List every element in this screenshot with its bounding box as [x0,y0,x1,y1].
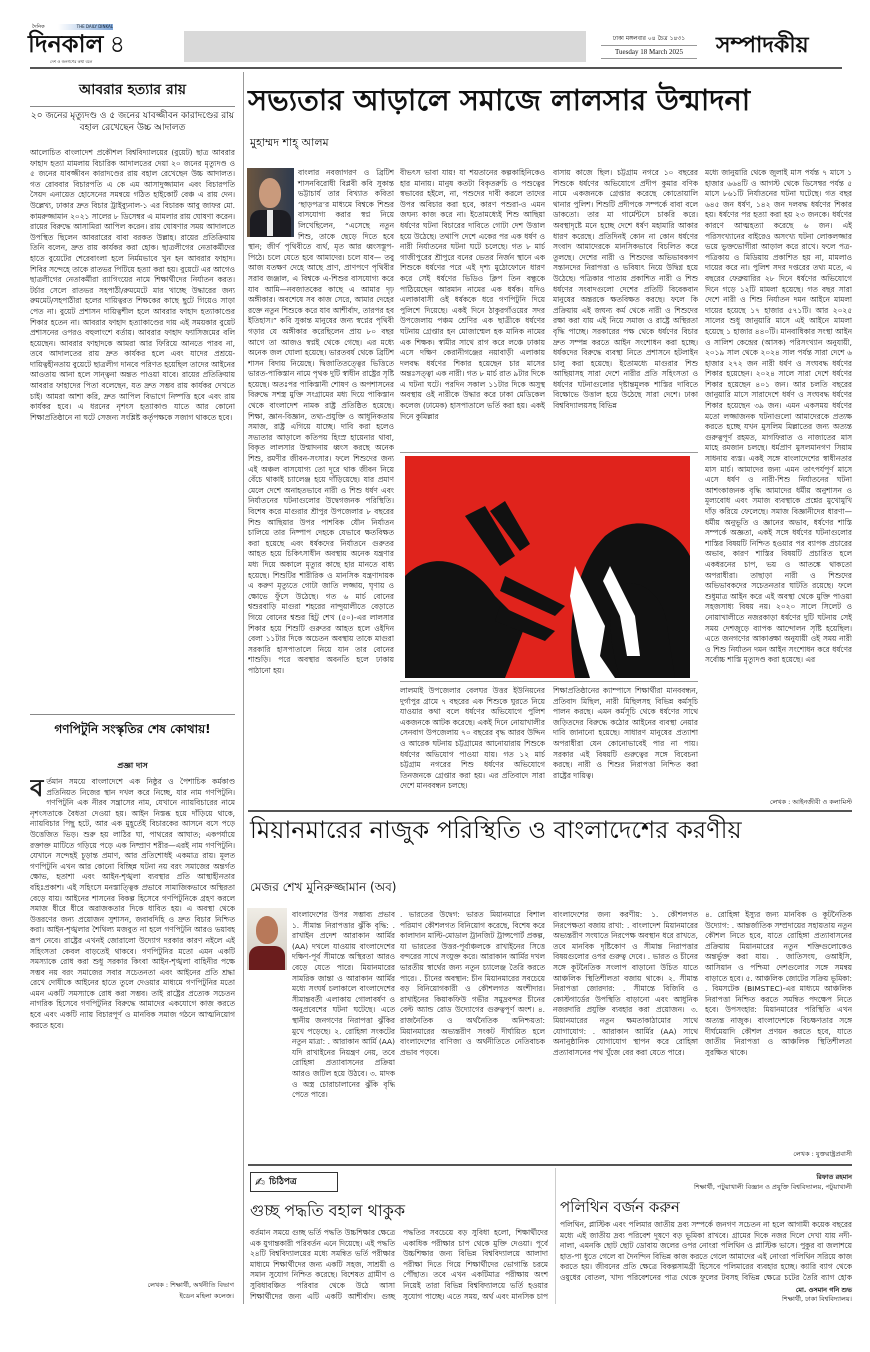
editorial-title: আবরার হত্যার রায় [78,82,187,98]
date-bengali: ঢাকা মঙ্গলবার ০৪ চৈত্র ১৪৩১ [612,35,686,42]
article2-column-1: বাংলাদেশের উপর সম্ভাব্য প্রভাব ১. সীমান্ত নিরাপত্তার ঝুঁকি বৃদ্ধি: . রাখাইন প্রদেশ আরাকান আর্মির (AA) দখলে যাওয়ায় বাংলাদেশের দক্ষিণ-পূর্ব সীমান্তে অস্থিরতা আরও বেড়ে যেতে পারে। মিয়ানমারের সামরিক জান্তা ও আরাকান আর্মির মধ্যে সংঘর্ষ চলাকালে বাংলাদেশের সীমান্তবর্তী এলাকায় গোলাবর্ষণ ও অনুপ্রবেশের ঘটনা ঘটেছে। এতে স্থানীয় জনগণের নিরাপত্তা ঝুঁকির মুখে পড়েছে। ২. রোহিঙ্গা সংকটের নতুন মাত্রা: . আরাকান আর্মি (AA) যদি রাখাইনের নিয়ন্ত্রণ নেয়, তবে রোহিঙ্গা প্রত্যাবাসনের প্রক্রিয়া আরও জটিল হয়ে উঠবে। ৩. মাদক ও অস্ত্র চোরাচালানের ঝুঁকি বৃদ্ধি পেতে পারে। [292,910,395,1100]
op-ed-credit-2: ইডেন মহিলা কলেজ। [179,1292,234,1300]
header-rule [30,67,842,69]
op-ed-author: প্রজ্ঞা দাস [117,761,148,770]
article-column-1-wrapper [248,168,394,838]
letter1-signature [560,1172,852,1192]
masthead-logo: দিনকাল [28,29,104,58]
article-byline: মুহাম্মদ শাহ্ আলম [250,136,329,149]
article-column-3-continued: শিক্ষাপ্রতিষ্ঠানের ক্যাম্পাসে শিক্ষার্থীরা মানববন্ধন, প্রতিবাদ মিছিল, নারী মিছিলসহ বিভিন্ন কর্মসূচি পালন করছে। এমন কর্মসূচি থেকে ধর্ষণের সাথে জড়িতদের বিরুদ্ধে কঠোর আইনের ব্যবস্থা নেয়ার দাবি জানানো হয়েছে। সাধারণ মানুষের প্রত্যাশা অপরাধীরা যেন কোনোভাবেই পার না পায়। সরকার এই বিষয়টি গুরুত্বের সঙ্গে বিবেচনা করছে। নারী ও শিশুর নিরাপত্তা নিশ্চিত করা রাষ্ট্রের দায়িত্ব। [553,686,698,780]
masthead-small: দৈনিক [32,24,45,30]
op-ed-title: গণপিটুনি সংস্কৃতির শেষ কোথায়! [54,722,211,736]
article-credit: লেখক : আইনজীবী ও কলামিস্ট [769,798,852,806]
letter2-affiliation: শিক্ষার্থী, ঢাকা বিশ্ববিদ্যালয়। [782,1295,852,1303]
article2-column-3: বাংলাদেশের জন্য করণীয়: ১. কৌশলগত নিরপেক্ষতা বজায় রাখা: . বাংলাদেশ মিয়ানমারের অভ্যন্তরীণ সংঘাতে নিরপেক্ষ অবস্থান ধরে রাখতে, তবে মানবিক দৃষ্টিকোণ ও সীমান্ত নিরাপত্তার বিষয়গুলোর ওপর গুরুত্ব দেবে। . ভারত ও চীনের সঙ্গে কূটনৈতিক সংলাপ বাড়ানো উচিত যাতে আঞ্চলিক স্থিতিশীলতা বজায় থাকে। ২. সীমান্ত নিরাপত্তা জোরদার: . সীমান্তে বিজিবি ও কোস্টগার্ডের উপস্থিতি বাড়ানো এবং আধুনিক নজরদারি প্রযুক্তি ব্যবহার করা প্রয়োজন। ৩. মিয়ানমারের নতুন ক্ষমতাকাঠামোর সাথে যোগাযোগ: . আরাকান আর্মির (AA) সাথে অনানুষ্ঠানিক যোগাযোগ স্থাপন করে রোহিঙ্গা প্রত্যাবাসনের পথ খুঁজে বের করা যেতে পারে। [553,910,698,1057]
op-ed-body: র্তমান সময়ে বাংলাদেশে এক নিষ্ঠুর ও পৈশাচিক কর্মকাণ্ড প্রতিনিয়ত নিজের স্থান দখল করে নিচ্ছে, যার নাম গণপিটুনি। গণপিটুনি এক নীরব সন্ত্রাসের নাম, যেখানে ন্যায়বিচারের নামে নৃশংসতাকে বৈধতা দেওয়া হয়। আইন নিস্তব্ধ হয়ে দাঁড়িয়ে থাকে, ন্যায়বিচার পিছু হটে, আর এক মুহূর্তেই বিচারকের আসনে বসে পড়ে উত্তেজিত ভিড়। শুরু হয় লাঠির ঘা, পাথরের আঘাত; একপর্যায়ে রক্তাক্ত মাটিতে গড়িয়ে পড়ে এক নিষ্প্রাণ শরীর—এরই নাম গণপিটুনি। যেখানে সন্দেহই চূড়ান্ত প্রমাণ, আর প্রতিশোধই একমাত্র রায়। মূলত গণপিটুনি এখন আর কোনো বিচ্ছিন্ন ঘটনা নয় বরং সমাজের অন্তর্গত ক্ষোভ, হতাশা এবং আইন-শৃঙ্খলা ব্যবস্থার প্রতি আস্থাহীনতার বহিঃপ্রকাশ। এই সহিংসে মনস্তাত্ত্বিক প্রভাবে সামাজিকভাবে অস্থিরতা বেড়ে যায়। আইনের শাসনের বিকল্প হিসেবে গণপিটুনিকে গ্রহণ করলে সমাজ ধীরে ধীরে অরাজকতার দিকে ধাবিত হয়। এ অবস্থা থেকে উত্তরণের জন্য প্রয়োজন সুশাসন, জবাবদিহি ও দ্রুত বিচার নিশ্চিত করা। আইন-শৃঙ্খলার শৈথিল্য মজবুত না হলে গণপিটুনি আরও ভয়াবহ রূপ নেবে। রাষ্ট্রের এখনই জোরালো উদ্যোগ দরকার কারণ নইলে এই সহিংসতা কেবল বাড়তেই থাকবে। গণপিটুনির মতো এমন একটি সমস্যাকে রোধ করা শুধু সরকার কিংবা আইন-শৃঙ্খলা বাহিনীর পক্ষে সম্ভব নয় বরং সমাজের সবার সচেতনতা এবং আইনের প্রতি শ্রদ্ধা রেখে দোষীকে আইনের হাতে তুলে দেওয়ার মাধ্যমে গণপিটুনির মতো এমন একটি সমস্যাকে রোধ করা সম্ভব। তাই রাষ্ট্রের প্রত্যেক সচেতন নাগরিক হিসেবে গণপিটুনির বিরুদ্ধে আমাদের একযোগে কাজ করতে হবে এবং একটি ন্যায় বিচারপূর্ণ ও মানবিক সমাজ গঠনে আত্মনিয়োগ করতে হবে। [30,777,235,1030]
article-column-2: বীভৎস ভাবা যায়! যা শয়তানের কল্পকাহিনিকেও হার মানায়। মানুষ কতটা বিকৃতরুচি ও পশুত্বের স্বভাবের হইলে, না, পশুদের দাবী করলে তাদের উপর অবিচার করা হবে, কারণ পশুরা-ও এমন জঘন্য কাজ করে না। ইতোমধ্যেই শিশু আছিয়া ধর্ষণের ঘটনা বিচারের দাবিতে গোটা দেশ উত্তাল হয়ে উঠেছে। তথাপি দেশে একের পর এক ধর্ষণ ও নারী নির্যাতনের ঘটনা ঘটে চলেছে। গত ৮ মার্চ গাজীপুরের শ্রীপুরে বনের ভেতর নির্জন স্থানে এক শিশুকে ধর্ষণের পরে এই দৃশ্য মুঠোফোনে ধারণ করে সেই ধর্ষণের ভিডিও ক্লিপ তিন বন্ধুকে পাঠিয়েছেন আরমান নামের এক ধর্ষক। যদিও এলাকাবাসী ওই ধর্ষককে ধরে গণপিটুনি দিয়ে পুলিশে দিয়েছে। একই দিনে ঠাকুরগাঁওয়ের সদর উপজেলায় পঞ্চম শ্রেণির এক ছাত্রীকে ধর্ষণের ঘটনায় গ্রেপ্তার হন মোজাম্মেল হক মানিক নামের এক শিক্ষক। স্বামীর সাথে রাগ করে লঞ্চে ঢাকায় এসে দক্ষিণ কেরানীগঞ্জের নয়াবাড়ী এলাকায় দলবদ্ধ ধর্ষণের শিকার হয়েছেন চার মাসের অন্তঃসত্ত্বা এক নারী। গত ৮ মার্চ রাত ৯টার দিকে এ ঘটনা ঘটে। পরদিন সকাল ১১টার দিকে অসুস্থ অবস্থায় ওই নারীকে উদ্ধার করে ঢাকা মেডিকেল কলেজ (ঢামেক) হাসপাতালে ভর্তি করা হয়। একই দিনে কুমিল্লার [400,168,545,421]
article-illustration [405,456,690,678]
column-divider [243,72,244,1304]
masthead [28,24,208,66]
article-headline: সভ্যতার আড়ালে সমাজে লালসার উন্মাদনা [248,83,751,117]
editorial-body: আলোচিত বাংলাদেশ প্রকৌশল বিশ্ববিদ্যালয়ের (বুয়েট) ছাত্র আবরার ফাহাদ হত্যা মামলায় বিচারিক আদালতের দেয়া ২০ জনের মৃত্যুদণ্ড ও ৫ জনের যাবজ্জীবন কারাদণ্ডের রায় বহাল রেখেছেন উচ্চ আদালত। গত রোববার বিচারপতি এ কে এম আসাদুজ্জামান এবং বিচারপতি সৈয়দ এনায়েত হোসেনের সমন্বয়ে গঠিত হাইকোর্ট বেঞ্চ এ রায় দেন। উল্লেখ্য, ঢাকার দ্রুত বিচার ট্রাইব্যুনাল-১ এর বিচারক আবু জাফর মো. কামরুজ্জামান ২০২১ সালের ৮ ডিসেম্বর এ মামলার রায় ঘোষণা করেন। রায়ের বিরুদ্ধে আসামিরা আপিল করেন। রায় ঘোষণার সময় আদালতে উপস্থিত ছিলেন আবরারের বাবা বরকত উল্লাহ। রায়ের প্রতিক্রিয়ায় তিনি বলেন, দ্রুত রায় কার্যকর করা হোক। ছাত্রলীগের নেতাকর্মীদের হাতে বুয়েটের শেরেবাংলা হলে নির্মমভাবে খুন হন আবরার ফাহাদ। শিবির সন্দেহে তাকে রাতভর পিটিয়ে হত্যা করা হয়। বুয়েটে এর আগেও ছাত্রলীগের নেতাকর্মীরা র‍্যাগিংয়ের নামে শিক্ষার্থীদের নির্যাতন করত। টর্চার সেলে রাতভর সহপাঠী/রুমমেটে মার খাচ্ছে উদ্ধারের জন্য রুমমেট/সহপাঠীরা হলের দায়িত্বরত শিক্ষকের কাছে ছুটে গিয়েও সাড়া পেত না। বুয়েট প্রশাসন দায়িত্বশীল হলে আবরার ফাহাদ হত্যাকাণ্ডের শিকার হতেন না। আবরার ফাহাদ হত্যাকাণ্ডের দায় এই সময়কার বুয়েট প্রশাসনের ওপরও বহুলাংশে বর্তায়। আবরার ফাহাদ ফ্যাসিজমের বলি হয়েছেন। আবরার ফাহাদকে আমরা আর ফিরিয়ে আনতে পারব না, তবে আদালতের রায় দ্রুত কার্যকর হলে এবং যাদের প্রশ্রয়ে-দায়িত্বহীনতায় বুয়েটে ছাত্রলীগ দানবে পরিণত হয়েছিল তাদের আইনের আওতায় আনা হলে সান্ত্বনা অন্তত পাওয়া যাবে। রায়ের প্রতিক্রিয়ায় আবরার ফাহাদের পিতা বলেছেন, যত দ্রুত সম্ভব রায় কার্যকর দেখতে চাই। আমরা আশা করি, দ্রুত আপিল বিভাগে নিষ্পত্তি হবে এবং রায় কার্যকর হবে। এ ধরনের নৃশংস হত্যাকাণ্ড যাতে আর কোনো শিক্ষাপ্রতিষ্ঠানে না ঘটে সেজন্য সংশ্লিষ্ট কর্তৃপক্ষকে সজাগ থাকতে হবে। [30,148,235,422]
page-number: ৪ [109,30,126,58]
letter2-signature [782,1286,852,1304]
letter1-title: গুচ্ছ পদ্ধতি বহাল থাকুক [250,1201,406,1220]
letters-section-label [250,1172,338,1192]
masthead-en: THE DAILY DINKAL [58,24,113,30]
letter1-signer: রিফাত রহমান [816,1173,852,1181]
op-ed-body-wrapper [30,777,235,1275]
drop-cap: ব [30,777,44,802]
letter1-affiliation: শিক্ষার্থী, পটুয়াখালী বিজ্ঞান ও প্রযুক্তি বিশ্ববিদ্যালয়, পটুয়াখালী [693,1183,852,1191]
article2-column-2: . ভারতের উদ্বেগ: ভারত মিয়ানমারে বিশাল পরিমাণ কৌশলগত বিনিয়োগ করেছে, বিশেষ করে কালাদান মাল্টি-মোডাল ট্রানজিট ট্রান্সপোর্ট প্রকল্প, যা ভারতের উত্তর-পূর্বাঞ্চলকে রাখাইনের সিত্তে বন্দরের সাথে সংযুক্ত করে। আরাকান আর্মির দখল ভারতীয় স্বার্থের জন্য নতুন চ্যালেঞ্জ তৈরি করতে পারে। . চীনের অবস্থান: চীন মিয়ানমারের সবচেয়ে বড় বিনিয়োগকারী ও কৌশলগত অংশীদার। রাখাইনের কিয়াকফিউ গভীর সমুদ্রবন্দর চীনের বেল্ট অ্যান্ড রোড উদ্যোগের গুরুত্বপূর্ণ অংশ। ৪. রাজনৈতিক ও অর্থনৈতিক অনিশ্চয়তা: মিয়ানমারের অভ্যন্তরীণ সংকট দীর্ঘায়িত হলে বাংলাদেশের বাণিজ্য ও অর্থনীতিতে নেতিবাচক প্রভাব পড়বে। [400,910,545,1057]
letter1-body: বর্তমান সময়ে গুচ্ছ ভর্তি পদ্ধতি উচ্চশিক্ষার ক্ষেত্রে এক যুগান্তকারী পরিবর্তন এনে দিয়েছে। এই পদ্ধতি ২৪টি বিশ্ববিদ্যালয়ের মধ্যে সমন্বিত ভর্তি পরীক্ষার মাধ্যমে শিক্ষার্থীদের জন্য একটি সহজ, সাশ্রয়ী ও সমান সুযোগ নিশ্চিত করেছে। বিশেষত গ্রামীণ ও সুবিধাবঞ্চিত পরিবার থেকে উঠে আসা শিক্ষার্থীদের জন্য এটি একটি আশীর্বাদ। গুচ্ছ পদ্ধতির সবচেয়ে বড় সুবিধা হলো, শিক্ষার্থীদের একাধিক পরীক্ষার চাপ থেকে মুক্তি দেওয়া। পূর্বে উচ্চশিক্ষার জন্য বিভিন্ন বিশ্ববিদ্যালয়ে আলাদা পরীক্ষা দিতে গিয়ে শিক্ষার্থীদের ভোগান্তি চরমে পৌঁছাত। তবে এখন একটিমাত্র পরীক্ষায় অংশ নিয়েই তারা বিভিন্ন বিশ্ববিদ্যালয়ে ভর্তি হওয়ার সুযোগ পাচ্ছে। এতে সময়, অর্থ এবং মানসিক চাপ [250,1228,548,1301]
article2-byline: মেজর শেখ মুনিরুজ্জামান (অব) [250,880,397,894]
article-column-1: বাংলার নবজাগরণ ও ব্রিটিশ শাসনবিরোধী বিপ্লবী কবি সুকান্ত ভট্টাচার্য তার বিখ্যাত কবিতা ‘ছাড়পত্র’র মাধ্যমে বিশ্বকে শিশুর বাসযোগ্য করার স্বপ্ন নিয়ে লিখেছিলেন, “এসেছে নতুন শিশু, তাকে ছেড়ে দিতে হবে স্থান; জীর্ণ পৃথিবীতে ব্যর্থ, মৃত আর ধ্বংসস্তূপ-পিঠে। চলে যেতে হবে আমাদের। চলে যাব— তবু আজ যতক্ষণ দেহে আছে প্রাণ, প্রাণপণে পৃথিবীর সরাব জঞ্জাল, এ বিশ্বকে এ-শিশুর বাসযোগ্য করে যাব আমি—নবজাতকের কাছে এ আমার দৃঢ় অঙ্গীকার। অবশেষে সব কাজ সেরে, আমার দেহের রক্তে নতুন শিশুকে করে যাব আশীর্বাদ, তারপর হব ইতিহাস।” কবি সুকান্ত মানুষের জন্য স্বপ্নের পৃথিবী গড়ার যে অঙ্গীকার করেছিলেন প্রায় ৮০ বছর আগে তা আজও স্বপ্নই থেকে গেছে। এর মধ্যে অনেক জল ঘোলা হয়েছে। ভারতবর্ষ থেকে ব্রিটিশ শাসন বিদায় নিয়েছে। দ্বিজাতিতত্ত্বের ভিত্তিতে ভারত-পাকিস্তান নামে পৃথক দুটি স্বাধীন রাষ্ট্রের সৃষ্টি হয়েছে। অতঃপর পাকিস্তানী শোষণ ও অপশাসনের বিরুদ্ধে সশস্ত্র মুক্তি সংগ্রামের মধ্য দিয়ে পাকিস্তান থেকে বাংলাদেশ নামক রাষ্ট্র প্রতিষ্ঠিত হয়েছে। শিক্ষা, জ্ঞান-বিজ্ঞান, তথ্য-প্রযুক্তি ও আধুনিকতায় সমাজ, রাষ্ট্র এগিয়ে যাচ্ছে। দাবি করা হলেও সভ্যতার আড়ালে কতিপয় হিংস্র হায়েনার থাবা, বিকৃত লালসার উন্মাদনায় ধ্বংস করছে অনেক শিশু, রমণীর জীবন-সংসার। ফলে শিশুদের জন্য এই অঞ্চল বাসযোগ্য তো দূরে থাক জীবন নিয়ে বেঁচে থাকাই চ্যালেঞ্জ হয়ে দাঁড়িয়েছে। যার প্রমাণ মেলে দেশে অনাহতভাবে নারী ও শিশু ধর্ষণ এবং নির্যাতনের ঘটনাগুলোর উদ্বেগজনক পরিস্থিতি। বিশেষ করে মাগুরার শ্রীপুর উপজেলার ৮ বছরের শিশু আছিয়ার উপর পাশবিক যৌন নির্যাতন চালিয়ে তার নিষ্পাপ দেহকে যেভাবে ক্ষতবিক্ষত করা হয়েছে এবং ধর্ষকদের নির্যাতনে গুরুতর আহত হয়ে চিকিৎসাধীন অবস্থায় অনেক যন্ত্রণার মধ্য দিয়ে অকালে মৃত্যুর কাছে হার মানতে বাধ্য হয়েছে। শিশুটির শারীরিক ও মানসিক যন্ত্রণাদায়ক এ করুণ মৃত্যুতে গোটা জাতি লজ্জায়, ঘৃণায় ও ক্ষোভে ফুঁসে উঠেছে। গত ৬ মার্চ বোনের শ্বশুরবাড়ি মাগুরা শহরের নান্দুয়ালীতে বেড়াতে গিয়ে বোনের শ্বশুর হিটু শেখ (৫০)-এর লালসার শিকার হয়ে শিশুটি গুরুতর আহত হলে ওইদিন বেলা ১১টার দিকে অচেতন অবস্থায় তাকে মাগুরা সরকারি হাসপাতালে নিয়ে যান তার বোনের শাশুড়ি। পরে অবস্থার অবনতি হলে ঢাকায় পাঠানো হয়। [248,168,394,675]
article2-credit: লেখক : যুক্তরাষ্ট্রপ্রবাসী [793,1150,852,1158]
quill-icon: ✍ [255,1175,266,1189]
article2-column-4: ৪. রোহিঙ্গা ইস্যুর জন্য মানবিক ও কূটনৈতিক উদ্যোগ: . আন্তর্জাতিক সম্প্রদায়ের সহায়তায় নতুন কৌশল নিতে হবে, যাতে রোহিঙ্গা প্রত্যাবাসনের প্রক্রিয়ায় মিয়ানমারের নতুন শক্তিগুলোকেও অন্তর্ভুক্ত করা যায়। . জাতিসংঘ, ওআইসি, আসিয়ান ও পশ্চিমা দেশগুলোর সঙ্গে সমন্বয় বাড়াতে হবে। ৫. আঞ্চলিক জোটের সক্রিয় ভূমিকা: . বিমসটেক (BIMSTEC)-এর মাধ্যমে আঞ্চলিক নিরাপত্তা নিশ্চিত করতে সমন্বিত পদক্ষেপ নিতে হবে। উপসংহার: মিয়ানমারের পরিস্থিতি এখন অত্যন্ত নাজুক। বাংলাদেশকে বিচক্ষণতার সঙ্গে দীর্ঘমেয়াদি কৌশল প্রণয়ন করতে হবে, যাতে জাতীয় নিরাপত্তা ও আঞ্চলিক স্থিতিশীলতা সুরক্ষিত থাকে। [705,910,852,1057]
letters-label: চিঠিপত্র [269,1177,297,1187]
letter2-title: পলিথিন বর্জন করুন [560,1198,680,1216]
section-title: সম্পাদকীয় [716,33,809,58]
article2-headline: মিয়ানমারের নাজুক পরিস্থিতি ও বাংলাদেশের করণীয় [250,816,742,844]
date-english: Tuesday 18 March 2025 [615,48,683,56]
advertisement-placeholder [184,31,586,62]
op-ed-credit-1: লেখক : শিক্ষার্থী, অর্থনীতি বিভাগ [147,1281,234,1289]
letter2-signer: মো. ওসমান গনি শুভ [795,1286,852,1294]
letter2-body: পলিথিন, প্লাস্টিক এবং পলিমার জাতীয় দ্রব্য সম্পর্কে জনগণ সচেতন না হলে আগামী কয়েক বছরের মধ্যে এই জাতীয় দ্রব্য পরিবেশ দূষণে বড় ভূমিকা রাখবে। গ্রামের দিকে নজর দিলে দেখা যায় নদী-নালা, এমনকি ছোট ছোট ডোবায় জলের ওপর নোংরা পলিথিন ও প্লাস্টিক ভাসে। পুকুর বা জলাশয়ে হাত-পা ধুতে গেলে বা দৈনন্দিন বিভিন্ন কাজ করতে গেলে আমাদের এই নোংরা পলিথিন সরিয়ে কাজ করতে হয়। জীবনের প্রতি ক্ষেত্রে বিকল্পসামগ্রী হিসেবে পলিমারের ব্যবহার হচ্ছে। ক্যারি ব্যাগ থেকে ওষুধের বোতল, খাদ্য পরিবেশনের পাত্র থেকে ফুলের টবসহ বিভিন্ন ক্ষেত্রে চটের তৈরি ব্যাগ হোক [560,1220,852,1282]
masthead-tagline: দেশ ও জনগণের কথা বলে [50,59,93,64]
article-column-3: বাসায় কাজে ছিল। চট্টগ্রাম নগরে ১০ বছরের শিশুকে ধর্ষণের অভিযোগে প্রদীপ কুমার বণিক নামে একজনকে গ্রেপ্তার করেছে কোতোয়ালি থানার পুলিশ। শিশুটি প্রদীপকে সম্পর্কে বাবা বলে ডাকতো। তার মা গার্মেন্টসে চাকরি করে। অবস্থাদৃষ্টে মনে হচ্ছে দেশে ধর্ষণ মহামারি আকার ধারণ করেছে। প্রতিদিনই কোন না কোন ধর্ষণের সংবাদ আমাদেরকে মানসিকভাবে বিচলিত করে তুলছে। দেশের নারী ও শিশুদের অভিভাবকগণ সন্তানদের নিরাপত্তা ও ভবিষ্যৎ নিয়ে উদ্বিগ্ন হয়ে উঠেছে। পত্রিকার পাতায় প্রকাশিত নারী ও শিশু ধর্ষণের সংবাদগুলো দেশের প্রতিটি বিবেকবান মানুষের অন্তরকে ক্ষতবিক্ষত করছে। ফলে কি প্রক্রিয়ায় এই জঘন্য কর্ম থেকে নারী ও শিশুদের রক্ষা করা যায় এই নিয়ে সমাজ ও রাষ্ট্রে অস্থিরতা বৃদ্ধি পাচ্ছে। সরকারের পক্ষ থেকে ধর্ষণের বিচার দ্রুত সম্পন্ন করতে আইন সংশোধন করা হচ্ছে। ধর্ষকদের বিরুদ্ধে ব্যবস্থা নিতে প্রশাসনে হটলাইন চালু করা হয়েছে। ইতোমধ্যে মাগুরার শিশু আছিয়াসহ সারা দেশে নারীর প্রতি সহিংসতা ও ধর্ষণের ঘটনাগুলোর দৃষ্টান্তমূলক শাস্তির দাবিতে বিক্ষোভে উত্তাল হয়ে উঠেছে সারা দেশে। ঢাকা বিশ্ববিদ্যালয়সহ বিভিন্ন [553,168,698,411]
author2-photo [247,908,287,970]
article-column-4: মধ্যে জানুয়ারি থেকে জুলাই মাস পর্যন্ত ৭ মাসে ১ হাজার ৬৬৪টি ও আগস্ট থেকে ডিসেম্বর পর্যন্ত ৫ মাসে ৮৬১টি নির্যাতনের ঘটনা ঘটেছে। গত বছর ৬৪৫ জন ধর্ষণ, ১৪২ জন দলবদ্ধ ধর্ষণের শিকার হয়। ধর্ষণের পর হত্যা করা হয় ২৩ জনকে। ধর্ষণের কারণে আত্মহত্যা করেছে ৬ জন। এই পরিসংখ্যানের বাইরেও অসংখ্য ঘটনা লোকলজ্জার ভয়ে ভুক্তভোগীরা আড়াল করে রাখে। ফলে পত্র-পত্রিকায় ও মিডিয়ায় প্রকাশিত হয় না, মামলাও দায়ের করে না। পুলিশ সদর দপ্তরের তথ্য মতে, এ বছরের ফেব্রুয়ারির ২৮ দিনে ধর্ষণের অভিযোগে দিনে গড়ে ১২টি মামলা হয়েছে। গত বছর সারা দেশে নারী ও শিশু নির্যাতন দমন আইনে মামলা দায়ের হয়েছে ১৭ হাজার ৫৭১টি। আর ২০২৫ সালের শুধু জানুয়ারি মাসে এই আইনে মামলা হয়েছে ১ হাজার ৪৪০টি। মানবাধিকার সংস্থা আইন ও সালিশ কেন্দ্রের (আসক) পরিসংখ্যান অনুযায়ী, ২০১৯ সাল থেকে ২০২৪ সাল পর্যন্ত সারা দেশে ৬ হাজার ২৭২ জন নারী ধর্ষণ ও সংঘবদ্ধ ধর্ষণের শিকার হয়েছেন। ২০২৪ সালে সারা দেশে ধর্ষণের শিকার হয়েছেন ৪০১ জন। আর চলতি বছরের জানুয়ারি মাসে সারাদেশে ধর্ষণ ও সংঘবদ্ধ ধর্ষণের শিকার হয়েছেন ৩৯ জন। এমন একসময় ধর্ষণের মতো লজ্জাজনক ঘটনাগুলো আমাদেরকে প্রত্যক্ষ করতে হচ্ছে যখন মুসলিম মিল্লাতের জন্য অত্যন্ত গুরুত্বপূর্ণ রহমত, মাগফিরাত ও নাজাতের মাস মাহে রমজান চলছে। ধর্মপ্রাণ মুসলমানগণ সিয়াম সাধনায় ব্যস্ত। একই সঙ্গে বাংলাদেশের স্বাধীনতার মাস মার্চ। আমাদের জন্য এমন তাৎপর্যপূর্ণ মাসে এসে ধর্ষণ ও নারী-শিশু নির্যাতনের ঘটনা আশংকাজনক বৃদ্ধি আমাদের ধর্মীয় অনুশাসন ও মূল্যবোধ এবং সমাজ ব্যবস্থাকে প্রশ্নের মুখোমুখি দাঁড় করিয়ে ফেলেছে। সমাজ বিজ্ঞানীদের ধারণা— ধর্মীয় অনুভূতি ও জ্ঞানের অভাব, ধর্ষণের শাস্তি সম্পর্কে অজ্ঞতা, একই সঙ্গে ধর্ষণের ঘটনাগুলোর শাস্তির বিষয়টি নিশ্চিত হওয়ার পর ব্যাপক প্রচারের অভাব, কারণ শাস্তির বিষয়টি প্রচারিত হলে একধরনের চাপ, ভয় ও আতঙ্কে থাকতো অপরাধীরা। তাছাড়া নারী ও শিশুদের অভিভাবকদের সচেতনতার ঘাটতি রয়েছে। ফলে শুধুমাত্র আইন করে এই অবস্থা থেকে মুক্তি পাওয়া সহজসাধ্য বিষয় নয়। ২০২০ সালে সিলেট ও নোয়াখালীতে নজরকাড়া ধর্ষণের দুটি ঘটনায় সেই সময় দেশজুড়ে ব্যাপক আন্দোলন সৃষ্টি হয়েছিল। এতে জনগণের আকাঙ্ক্ষা অনুযায়ী ওই সময় নারী ও শিশু নির্যাতন দমন আইন সংশোধন করে ধর্ষণের সর্বোচ্চ শাস্তি মৃত্যুদণ্ড করা হয়েছে। এর [705,168,852,665]
article-column-2-continued: লালমাই উপজেলার বেলঘর উত্তর ইউনিয়নের দুর্গাপুর গ্রামে ৭ বছরের এক শিশুকে ঘুরতে নিয়ে যাওয়ার কথা বলে ধর্ষণের অভিযোগে পুলিশ একজনকে আটক করেছে। একই দিনে নোয়াখালীর সেনবাগ উপজেলায় ৭০ বছরের বৃদ্ধ আরব উদ্দিন ও আরেক ঘটনায় চট্টগ্রামের আনোয়ারায় শিশুকে ধর্ষণের অভিযোগ পাওয়া যায়। গত ১২ মার্চ চট্টগ্রাম নগরের শিশু ধর্ষণের অভিযোগে তিনজনকে গ্রেপ্তার করা হয়। এর প্রতিবাদে সারা দেশে মানববন্ধন চলছে। [400,686,545,791]
editorial-subtitle: ২০ জনের মৃত্যুদণ্ড ও ৫ জনের যাবজ্জীবন কারাদণ্ডের রায় বহাল রেখেছেন উচ্চ আদালত [30,111,235,133]
